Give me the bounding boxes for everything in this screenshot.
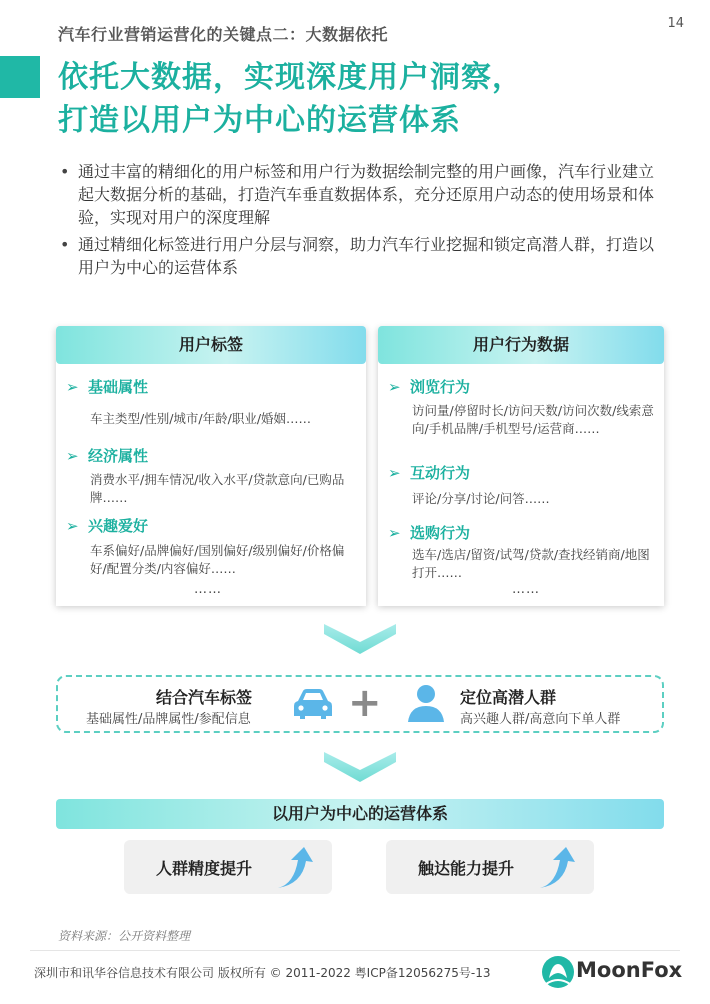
category-text: 车系偏好/品牌偏好/国别偏好/级别偏好/价格偏好/配置分类/内容偏好…… — [90, 543, 345, 576]
car-icon — [292, 687, 334, 721]
category-basic — [66, 376, 148, 397]
boost-card-reach — [386, 840, 594, 894]
category-label: 兴趣爱好 — [88, 517, 149, 535]
user-tags-card — [56, 328, 366, 606]
ellipsis: …… — [512, 582, 540, 597]
footer-divider — [30, 950, 680, 951]
combine-box — [56, 675, 664, 733]
logo-text: MoonFox — [576, 958, 683, 982]
category-label: 浏览行为 — [410, 378, 471, 396]
boost-label: 触达能力提升 — [418, 859, 515, 878]
category-label: 选购行为 — [410, 524, 471, 542]
category-browsing — [388, 376, 470, 397]
category-label: 基础属性 — [88, 378, 149, 396]
page-title — [58, 56, 678, 142]
combine-left-subtitle: 基础属性/品牌属性/参配信息 — [86, 712, 251, 727]
down-chevron-icon — [324, 752, 396, 782]
operation-system-bar: 以用户为中心的运营体系 — [56, 799, 664, 829]
user-tags-header: 用户标签 — [56, 326, 366, 364]
arrow-bullet-icon: ➢ — [66, 447, 79, 465]
category-text: 车主类型/性别/城市/年龄/职业/婚姻…… — [90, 411, 312, 426]
category-economic — [66, 445, 148, 466]
category-label: 互动行为 — [410, 464, 471, 482]
boost-card-precision — [124, 840, 332, 894]
down-chevron-icon — [324, 624, 396, 654]
category-text: 评论/分享/讨论/问答…… — [412, 491, 550, 506]
combine-left-title: 结合汽车标签 — [156, 688, 253, 707]
title-line-2: 打造以用户为中心的运营体系 — [58, 103, 461, 138]
ellipsis: …… — [194, 582, 222, 597]
user-icon — [406, 682, 446, 724]
category-text: 选车/选店/留资/试驾/贷款/查找经销商/地图打开…… — [412, 547, 650, 580]
source-note: 资料来源：公开资料整理 — [58, 929, 191, 943]
arrow-bullet-icon: ➢ — [66, 517, 79, 535]
arrow-bullet-icon: ➢ — [388, 524, 401, 542]
combine-right-subtitle: 高兴趣人群/高意向下单人群 — [460, 712, 621, 727]
plus-icon: + — [348, 680, 382, 726]
page-number: 14 — [667, 16, 684, 31]
up-arrow-icon — [274, 846, 314, 890]
category-text: 消费水平/拥车情况/收入水平/贷款意向/已购品牌…… — [90, 472, 345, 505]
boost-label: 人群精度提升 — [156, 859, 253, 878]
footer-copyright: 深圳市和讯华谷信息技术有限公司 版权所有 © 2011-2022 粤ICP备12056275号-13 — [34, 966, 491, 980]
category-label: 经济属性 — [88, 447, 149, 465]
bullet-item: • 通过精细化标签进行用户分层与洞察，助力汽车行业挖掘和锁定高潜人群，打造以用户为中心的运营体系 — [58, 233, 668, 279]
category-interest — [66, 515, 148, 536]
category-text: 访问量/停留时长/访问天数/访问次数/线索意向/手机品牌/手机型号/运营商…… — [412, 403, 654, 436]
arrow-bullet-icon: ➢ — [66, 378, 79, 396]
bullet-item: • 通过丰富的精细化的用户标签和用户行为数据绘制完整的用户画像，汽车行业建立起大数据分析的基础，打造汽车垂直数据体系，充分还原用户动态的使用场景和体验，实现对用户的深度理解 — [58, 160, 668, 229]
category-interaction — [388, 462, 470, 483]
up-arrow-icon — [536, 846, 576, 890]
behavior-data-card — [378, 328, 664, 606]
arrow-bullet-icon: ➢ — [388, 464, 401, 482]
title-accent-bar — [0, 56, 40, 98]
section-kicker: 汽车行业营销运营化的关键点二：大数据依托 — [58, 25, 389, 44]
category-purchase — [388, 522, 470, 543]
arrow-bullet-icon: ➢ — [388, 378, 401, 396]
title-line-1: 依托大数据，实现深度用户洞察， — [58, 60, 523, 95]
combine-right-title: 定位高潜人群 — [460, 688, 557, 707]
bullet-list — [58, 160, 668, 283]
behavior-data-header: 用户行为数据 — [378, 326, 664, 364]
